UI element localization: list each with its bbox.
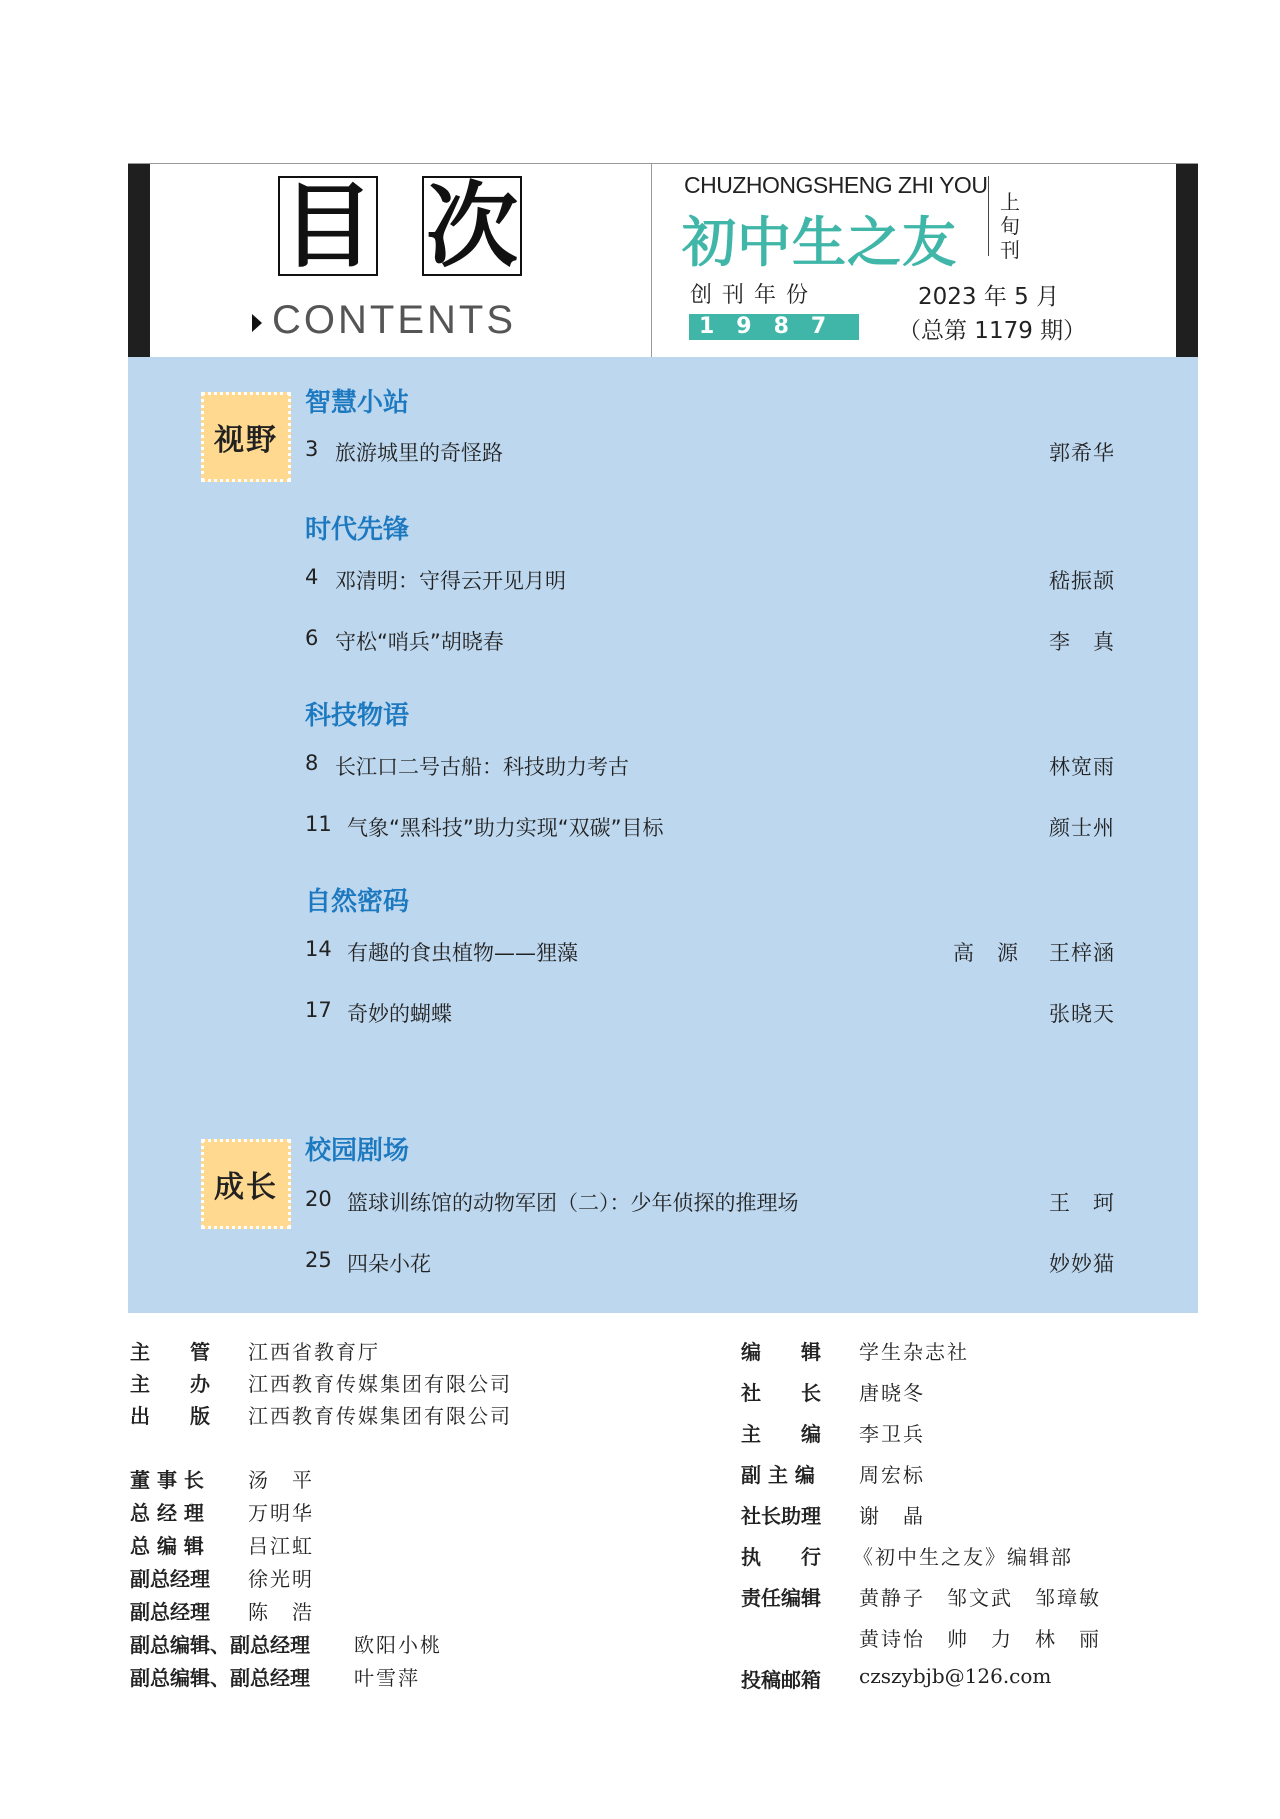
masthead-value: 叶雪萍	[354, 1666, 420, 1690]
entry-author: 嵇振颉	[1049, 569, 1115, 593]
entry-page: 14	[305, 937, 332, 961]
masthead-value: 陈 浩	[248, 1600, 314, 1624]
submission-email[interactable]: czszybjb@126.com	[859, 1664, 1052, 1688]
masthead-label: 总 经 理	[130, 1501, 204, 1525]
section-title: 校园剧场	[305, 1136, 410, 1166]
masthead-value: 《初中生之友》编辑部	[853, 1545, 1073, 1569]
category-badge-growth: 成长	[201, 1139, 291, 1229]
toc-entry[interactable]	[305, 751, 1115, 781]
masthead-value: 江西教育传媒集团有限公司	[248, 1372, 512, 1396]
masthead-value: 学生杂志社	[859, 1340, 969, 1364]
mulu-char-1: 目	[278, 176, 378, 276]
masthead-label: 编 辑	[741, 1340, 821, 1364]
masthead-label: 责任编辑	[741, 1586, 821, 1610]
right-black-bar	[1176, 164, 1198, 358]
masthead-value: 万明华	[248, 1501, 314, 1525]
masthead-label: 执 行	[741, 1545, 821, 1569]
category-badge-vision: 视野	[201, 392, 291, 482]
founded-year: 1987	[689, 314, 859, 340]
entry-page: 4	[305, 565, 319, 589]
entry-title: 长江口二号古船：科技助力考古	[335, 755, 629, 779]
masthead-value: 江西教育传媒集团有限公司	[248, 1404, 512, 1428]
masthead-value: 欧阳小桃	[354, 1633, 442, 1657]
entry-author: 王 珂	[1049, 1191, 1115, 1215]
masthead-value: 唐晓冬	[859, 1381, 925, 1405]
masthead-value: 黄静子 邹文武 邹璋敏	[859, 1586, 1101, 1610]
masthead-label: 主 办	[130, 1372, 210, 1396]
masthead-label: 副总编辑、副总经理	[130, 1633, 310, 1657]
entry-title: 邓清明：守得云开见月明	[335, 569, 566, 593]
entry-author: 李 真	[1049, 630, 1115, 654]
section-title: 科技物语	[305, 701, 410, 731]
entry-title: 守松“哨兵”胡晓春	[335, 630, 504, 654]
masthead-label: 社长助理	[741, 1504, 821, 1528]
masthead-label: 主 编	[741, 1422, 821, 1446]
entry-page: 3	[305, 437, 319, 461]
entry-author: 张晓天	[1049, 1002, 1115, 1026]
magazine-logo-title: 初中生之友	[682, 210, 957, 274]
left-black-bar	[128, 164, 150, 358]
entry-page: 8	[305, 751, 319, 775]
toc-entry[interactable]	[305, 998, 1115, 1028]
section-title: 自然密码	[305, 887, 410, 917]
magazine-pinyin-title: CHUZHONGSHENG ZHI YOU	[684, 172, 988, 198]
masthead-value: 谢 晶	[859, 1504, 925, 1528]
masthead-value: 吕江虹	[248, 1534, 314, 1558]
contents-panel	[128, 357, 1198, 1313]
entry-author: 妙妙猫	[1049, 1252, 1115, 1276]
entry-page: 11	[305, 812, 332, 836]
entry-author: 林宽雨	[1049, 755, 1115, 779]
toc-entry[interactable]	[305, 1187, 1115, 1217]
toc-entry[interactable]	[305, 1248, 1115, 1278]
masthead-label: 副总经理	[130, 1567, 210, 1591]
entry-title: 旅游城里的奇怪路	[335, 441, 503, 465]
contents-header	[128, 163, 1198, 359]
entry-page: 6	[305, 626, 319, 650]
masthead-label: 投稿邮箱	[741, 1668, 821, 1692]
toc-entry[interactable]	[305, 437, 1115, 467]
masthead-label: 副总编辑、副总经理	[130, 1666, 310, 1690]
masthead-value: 黄诗怡 帅 力 林 丽	[859, 1627, 1101, 1651]
entry-author: 颜士州	[1049, 816, 1115, 840]
toc-entry[interactable]	[305, 565, 1115, 595]
founded-label: 创刊年份	[690, 283, 819, 308]
entry-title: 气象“黑科技”助力实现“双碳”目标	[347, 816, 664, 840]
header-divider	[651, 164, 652, 358]
toc-entry[interactable]	[305, 626, 1115, 656]
logo-separator	[988, 176, 989, 256]
masthead-value: 李卫兵	[859, 1422, 925, 1446]
section-title: 智慧小站	[305, 388, 410, 418]
entry-title: 有趣的食虫植物——狸藻	[347, 941, 578, 965]
masthead-label: 副 主 编	[741, 1463, 815, 1487]
masthead-value: 汤 平	[248, 1468, 314, 1492]
masthead-value: 徐光明	[248, 1567, 314, 1591]
triangle-icon	[252, 314, 262, 332]
entry-page: 20	[305, 1187, 332, 1211]
entry-author: 王梓涵	[1049, 941, 1115, 965]
entry-page: 17	[305, 998, 332, 1022]
masthead-value: 江西省教育厅	[248, 1340, 380, 1364]
entry-coauthor: 高 源	[953, 941, 1019, 965]
masthead-label: 总 编 辑	[130, 1534, 204, 1558]
issue-frequency: 上旬刊	[1000, 190, 1020, 262]
entry-title: 篮球训练馆的动物军团（二）：少年侦探的推理场	[347, 1191, 799, 1215]
toc-entry[interactable]	[305, 812, 1115, 842]
entry-author: 郭希华	[1049, 441, 1115, 465]
toc-entry[interactable]	[305, 937, 1115, 967]
entry-title: 四朵小花	[347, 1252, 431, 1276]
issue-date: 2023 年 5 月	[918, 284, 1060, 310]
section-title: 时代先锋	[305, 515, 410, 545]
entry-page: 25	[305, 1248, 332, 1272]
masthead-label: 主 管	[130, 1340, 210, 1364]
masthead-label: 董 事 长	[130, 1468, 204, 1492]
entry-title: 奇妙的蝴蝶	[347, 1002, 452, 1026]
masthead-value: 周宏标	[859, 1463, 925, 1487]
contents-label: CONTENTS	[272, 298, 516, 342]
masthead-label: 社 长	[741, 1381, 821, 1405]
masthead-label: 出 版	[130, 1404, 210, 1428]
masthead-label: 副总经理	[130, 1600, 210, 1624]
issue-total-number: （总第 1179 期）	[898, 318, 1087, 344]
mulu-char-2: 次	[422, 176, 522, 276]
